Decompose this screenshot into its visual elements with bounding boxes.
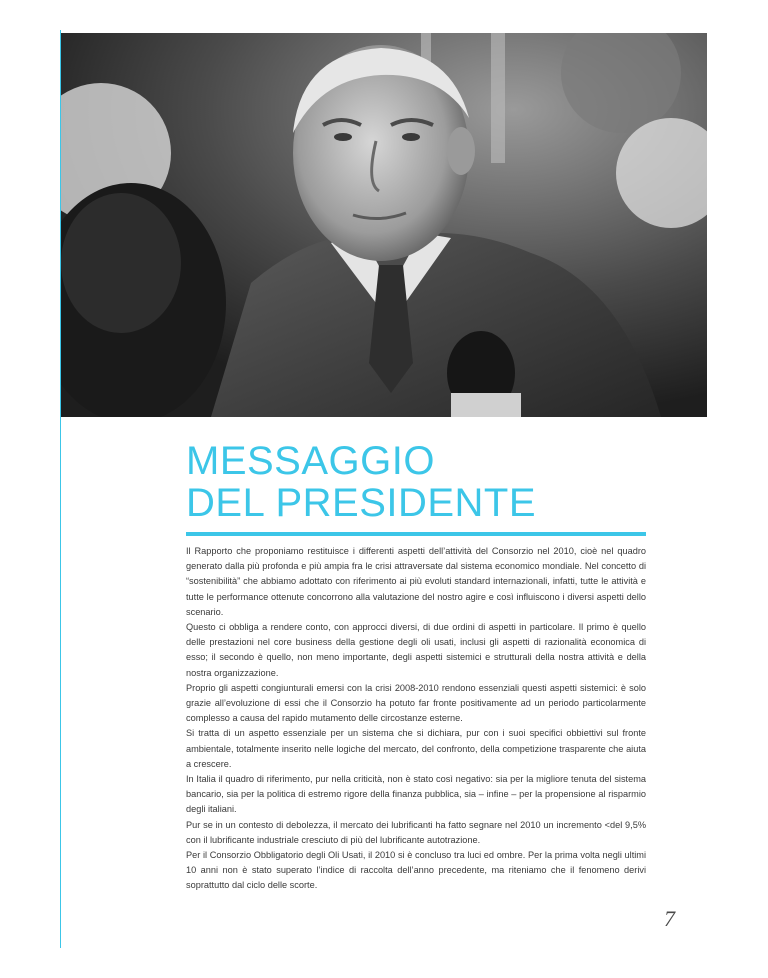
portrait-photo-icon [61,33,707,417]
page-title [186,440,646,524]
paragraph: Il Rapporto che proponiamo restituisce i differenti aspetti dell’attività del Consorzio nel 2010, cioè nel quadro generato dalla più profonda e più ampia fra le crisi attraversate dal sistema economico mondiale. Nel concetto di “sostenibilità” che abbiamo adottato con riferimento ai più evoluti standard internazionali, infatti, tutte le attività e tutte le performance ottenute concorrono alla valutazione del nostro agire e così influiscono i diversi aspetti dello scenario. [186,546,646,617]
paragraph: Per il Consorzio Obbligatorio degli Oli Usati, il 2010 si è concluso tra luci ed ombre. Per la prima volta negli ultimi 10 anni non è stato superato l’indice di raccolta dell’anno precedente, ma riteniamo che il fenomeno derivi soprattutto dal ciclo delle scorte. [186,850,646,891]
paragraph: Si tratta di un aspetto essenziale per un sistema che si dichiara, pur con i suoi specifici obbiettivi sul fronte ambientale, totalmente inserito nelle logiche del mercato, del confronto, della competizione trasparente che aiuta a crescere. [186,728,646,769]
paragraph: In Italia il quadro di riferimento, pur nella criticità, non è stato così negativo: sia per la migliore tenuta del sistema bancario, sia per la politica di estremo rigore della finanza pubblica, sia – infine – per la propensione al risparmio degli italiani. [186,774,646,815]
president-photo [61,33,707,417]
paragraph: Proprio gli aspetti congiunturali emersi con la crisi 2008-2010 rendono essenziali questi aspetti sistemici: è solo grazie all’evoluzione di essi che il Consorzio ha potuto far fronte positivamente ad un periodo particolarmente complesso a causa del rapido mutamento delle circostanze esterne. [186,682,646,724]
page-title-line-2: DEL PRESIDENTE [186,481,537,525]
paragraph: Pur se in un contesto di debolezza, il mercato dei lubrificanti ha fatto segnare nel 2010 un incremento <del 9,5% con il lubrificante industriale cresciuto di più del lubrificante autotrazione. [186,819,646,845]
page-title-line-1: MESSAGGIO [186,439,435,483]
page-number: 7 [664,906,675,931]
paragraph: Questo ci obbliga a rendere conto, con approcci diversi, di due ordini di aspetti in particolare. Il primo è quello delle prestazioni nel core business della gestione degli oli usati, inclusi gli aspetti di razionalità economica di esso; il secondo è quello, non meno importante, degli aspetti sistemici e strutturali della nostra attività e della nostra organizzazione. [186,622,646,678]
message-body [186,544,646,894]
title-underline [186,532,646,536]
